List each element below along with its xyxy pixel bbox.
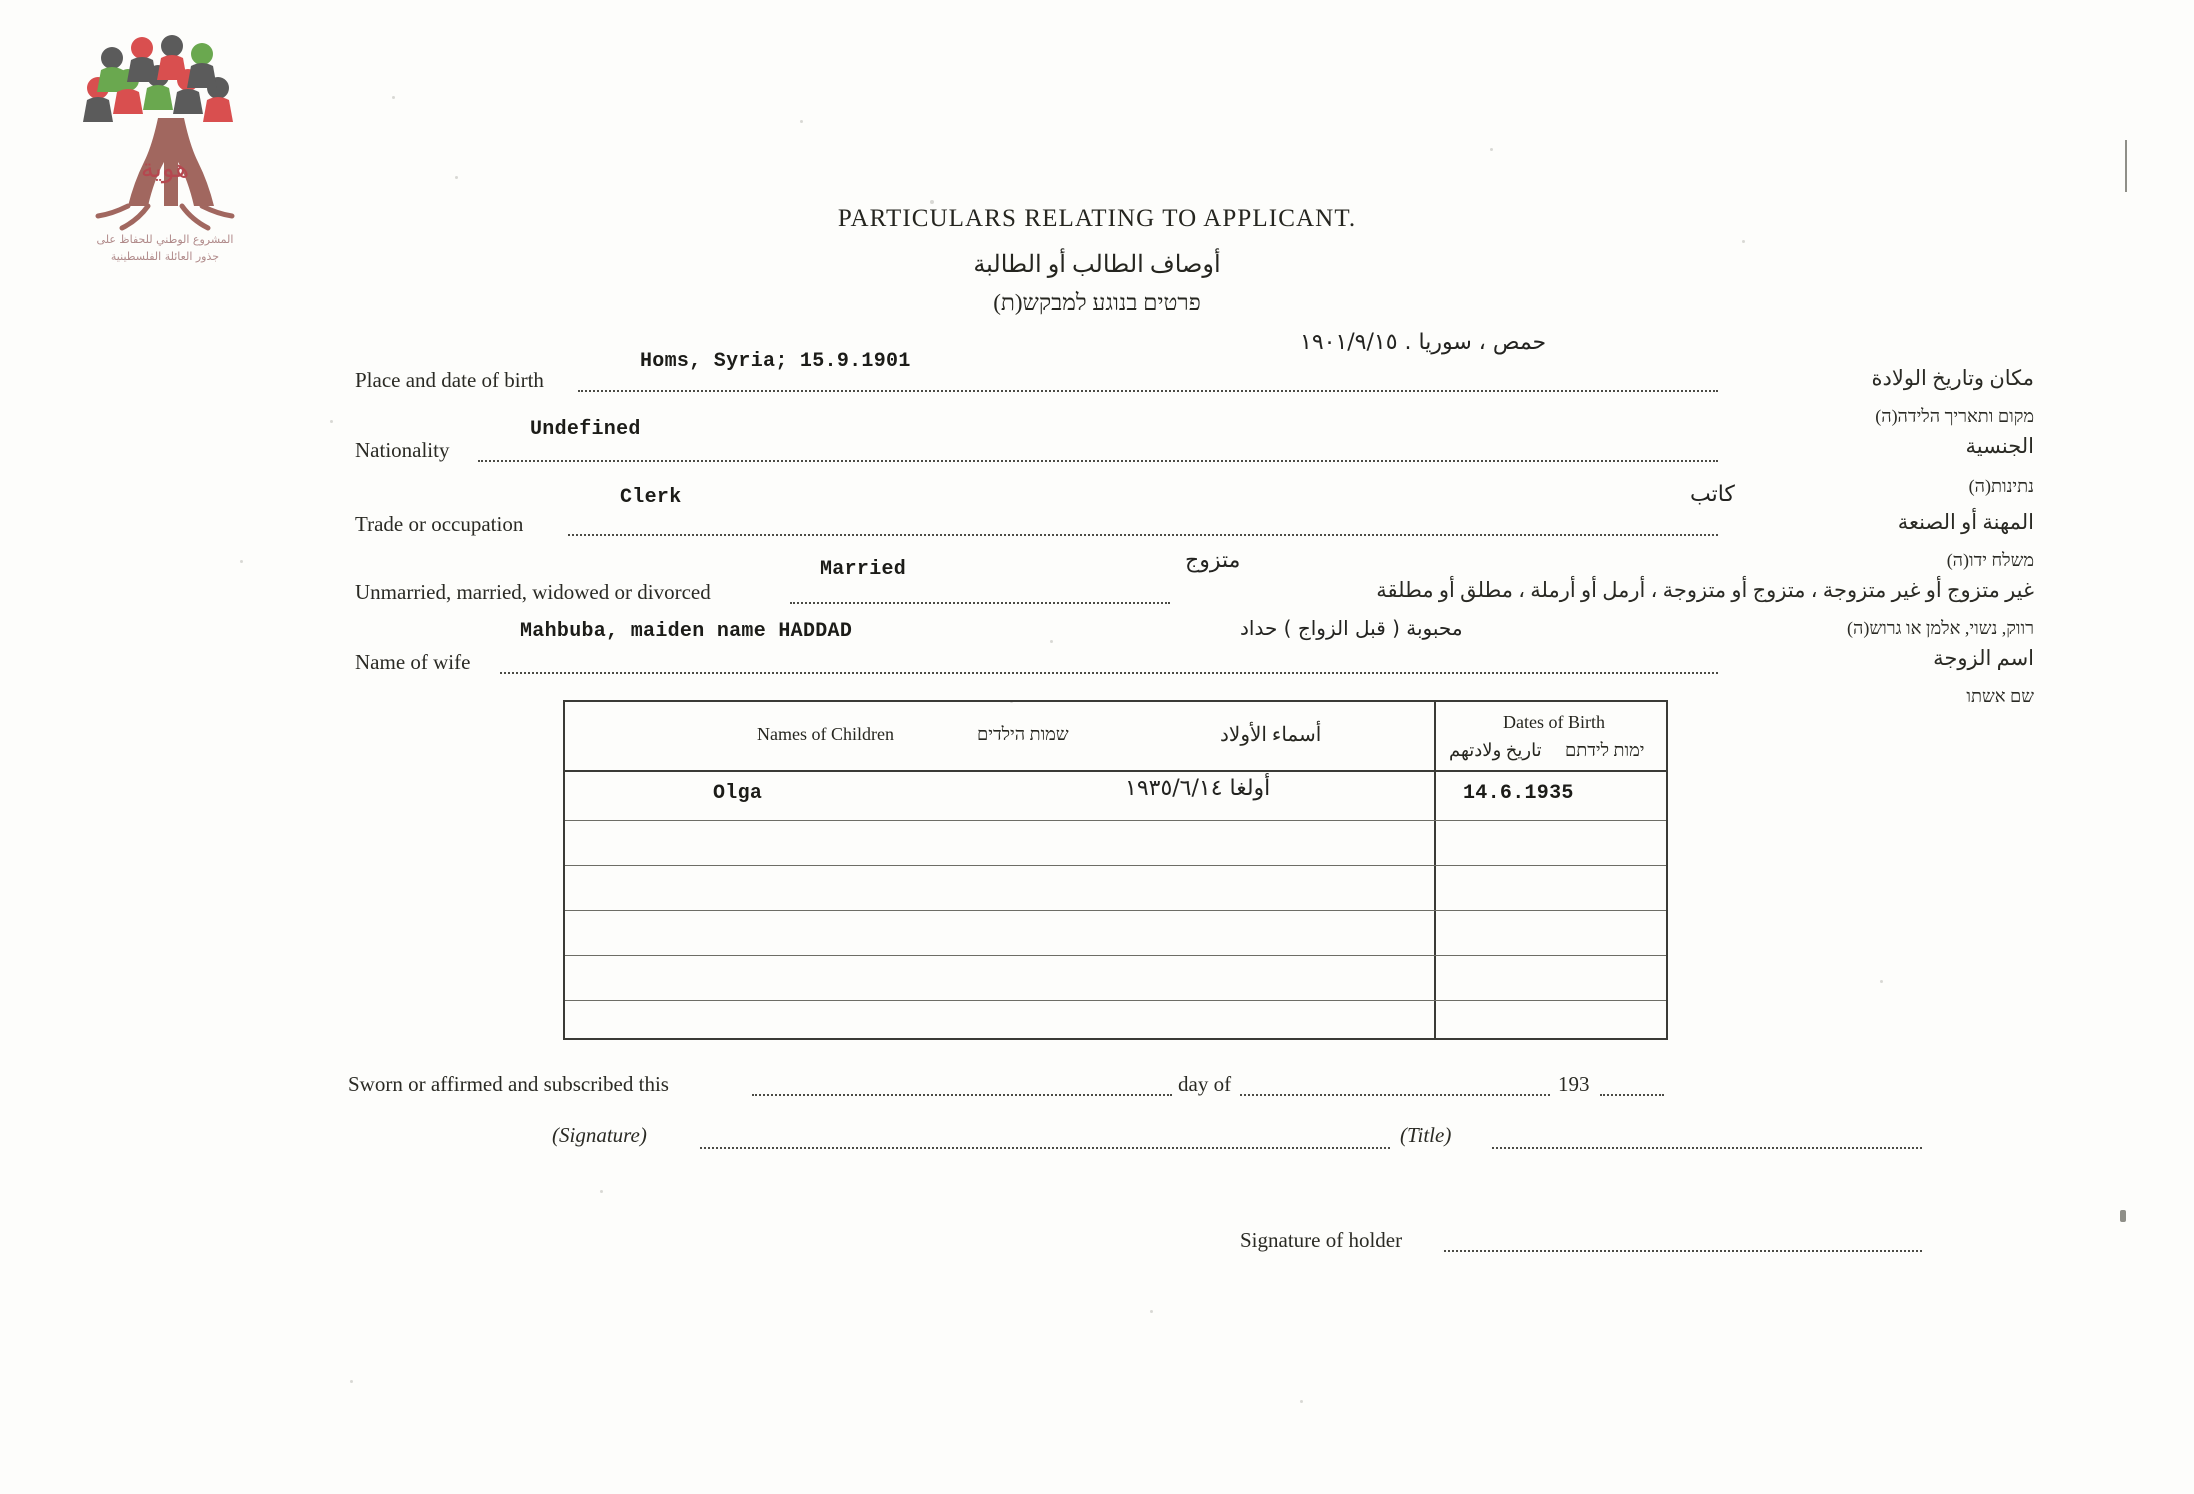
scan-speck: [392, 96, 395, 99]
table-header-dates-he: ימות לידתם: [1565, 740, 1645, 760]
page-title-ar: أوصاف الطالب أو الطالبة: [973, 252, 1221, 278]
value-name-of-wife: Mahbuba, maiden name HADDAD: [520, 620, 853, 643]
label-marital-status-ar: غير متزوج أو غير متزوجة ، متزوج أو متزوجة ، أرمل أو أرملة ، مطلق أو مطلقة: [1376, 578, 2034, 602]
signature-label: (Signature): [552, 1123, 647, 1147]
label-trade-or-occupation-he: משלח ידו(ה): [1946, 550, 2034, 570]
scan-speck: [1150, 1310, 1153, 1313]
table-header-names-he: שמות הילדים: [977, 724, 1069, 744]
table-row-rule: [565, 910, 1666, 911]
scan-speck: [350, 1380, 353, 1383]
scan-speck: [1050, 640, 1053, 643]
label-name-of-wife-ar: اسم الزوجة: [1933, 646, 2034, 670]
sworn-statement-label: Sworn or affirmed and subscribed this: [348, 1072, 669, 1096]
scan-speck: [1880, 980, 1883, 983]
table-row-rule: [565, 1000, 1666, 1001]
scan-speck: [1742, 240, 1745, 243]
table-header-rule: [565, 770, 1666, 772]
year-prefix-label: 193: [1558, 1072, 1590, 1096]
table-row-rule: [565, 820, 1666, 821]
fill-line-trade-or-occupation: [568, 534, 1718, 536]
value-place-and-date-of-birth-ar: حمص ، سوريا . ١٩٠١/٩/١٥: [1300, 330, 1547, 355]
table-header-names-en: Names of Children: [757, 724, 894, 744]
label-marital-status-en: Unmarried, married, widowed or divorced: [355, 580, 711, 604]
table-column-divider: [1434, 702, 1436, 1038]
table-cell-child-name-ar: أولغا ١٩٣٥/٦/١٤: [1125, 776, 1271, 801]
value-name-of-wife-ar: محبوبة ( قبل الزواج ) حداد: [1240, 616, 1463, 640]
fill-line-signature-of-holder: [1444, 1250, 1922, 1252]
scan-speck: [330, 420, 333, 423]
table-header-names-ar: أسماء الأولاد: [1220, 724, 1322, 746]
label-name-of-wife-en: Name of wife: [355, 650, 471, 674]
value-trade-or-occupation-ar: كاتب: [1690, 482, 1735, 507]
table-cell-child-dob: 14.6.1935: [1463, 782, 1574, 805]
signature-of-holder-label: Signature of holder: [1240, 1228, 1403, 1252]
table-row-rule: [565, 955, 1666, 956]
fill-line-sworn-day: [752, 1094, 1172, 1096]
label-place-and-date-of-birth-he: מקום ותאריך הלידה(ה): [1875, 406, 2034, 426]
label-marital-status-he: רווק, נשוי, אלמן או גרוש(ה): [1847, 618, 2034, 638]
value-marital-status-ar: متزوج: [1185, 548, 1241, 573]
fill-line-place-and-date-of-birth: [578, 390, 1718, 392]
label-place-and-date-of-birth-ar: مكان وتاريخ الولادة: [1871, 366, 2034, 390]
logo-arabic-word: هوية: [140, 154, 190, 184]
logo-caption-line1: المشروع الوطني للحفاظ على: [96, 233, 234, 246]
scan-speck: [240, 560, 243, 563]
label-trade-or-occupation-ar: المهنة أو الصنعة: [1897, 510, 2034, 534]
fill-line-title: [1492, 1147, 1922, 1149]
margin-mark-bottom: [2120, 1210, 2126, 1222]
value-marital-status: Married: [820, 558, 907, 581]
table-header-dates-en: Dates of Birth: [1503, 712, 1605, 732]
fill-line-name-of-wife: [500, 672, 1718, 674]
scan-speck: [800, 120, 803, 123]
value-nationality: Undefined: [530, 418, 641, 441]
label-nationality-he: נתינות(ה): [1968, 476, 2034, 496]
page-title-he: פרטים בנוגע למבקש(ת): [993, 290, 1201, 315]
scan-speck: [930, 200, 934, 204]
value-trade-or-occupation: Clerk: [620, 486, 682, 509]
table-cell-child-name: Olga: [713, 782, 763, 805]
label-trade-or-occupation-en: Trade or occupation: [355, 512, 524, 536]
margin-mark-top: [2125, 140, 2127, 192]
label-name-of-wife-he: שם אשתו: [1966, 686, 2034, 706]
scan-speck: [1300, 1400, 1303, 1403]
children-table: [563, 700, 1668, 1040]
label-nationality-ar: الجنسية: [1965, 434, 2034, 458]
fill-line-nationality: [478, 460, 1718, 462]
day-of-label: day of: [1178, 1072, 1232, 1096]
fill-line-marital-status: [790, 602, 1170, 604]
label-nationality-en: Nationality: [355, 438, 450, 462]
value-place-and-date-of-birth: Homs, Syria; 15.9.1901: [640, 350, 911, 373]
title-label: (Title): [1400, 1123, 1452, 1147]
scan-speck: [1490, 148, 1493, 151]
scan-speck: [600, 1190, 603, 1193]
fill-line-month: [1240, 1094, 1550, 1096]
page-title-en: PARTICULARS RELATING TO APPLICANT.: [837, 205, 1357, 232]
logo-caption-line2: جذور العائلة الفلسطينية: [110, 249, 220, 263]
fill-line-year: [1600, 1094, 1664, 1096]
label-place-and-date-of-birth-en: Place and date of birth: [355, 368, 544, 392]
table-header-dates-ar: تاريخ ولادتهم: [1449, 740, 1542, 760]
scan-speck: [455, 176, 458, 179]
table-row-rule: [565, 865, 1666, 866]
fill-line-signature: [700, 1147, 1390, 1149]
